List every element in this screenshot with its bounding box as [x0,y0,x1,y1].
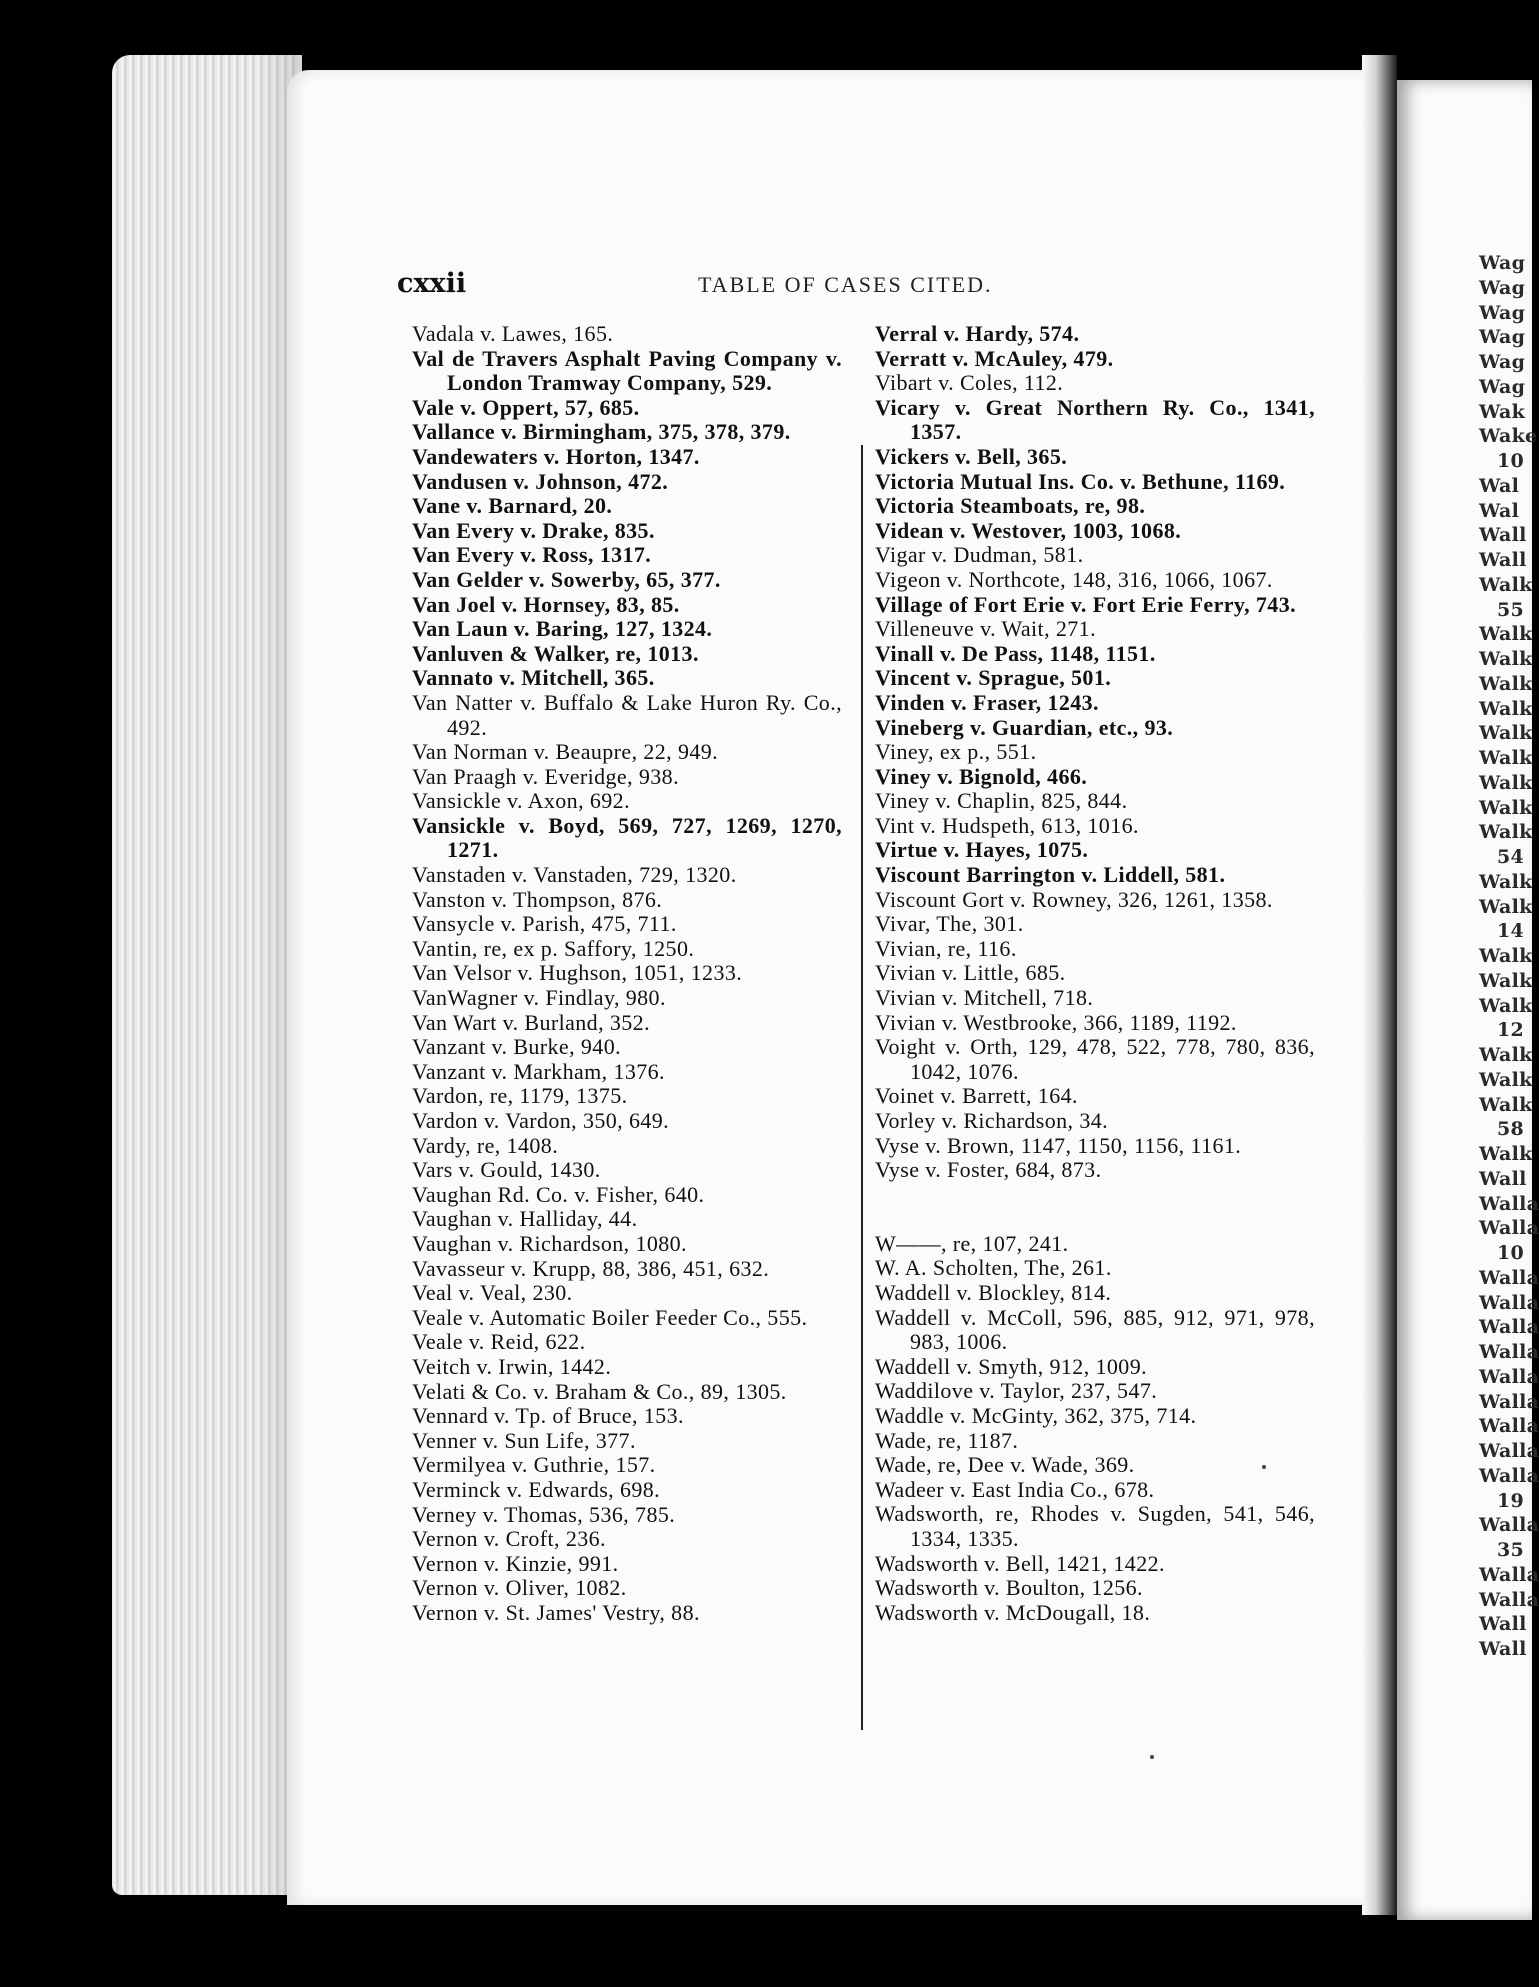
facing-page-fragment: 19 [1497,1489,1525,1512]
running-title: TABLE OF CASES CITED. [698,272,993,297]
case-entry: Veale v. Reid, 622. [412,1329,586,1355]
facing-page-fragment: Wag [1479,252,1526,274]
case-entry: Vickers v. Bell, 365. [875,443,1068,469]
case-entry: Wadsworth v. Boulton, 1256. [875,1575,1143,1601]
case-entry: Van Every v. Drake, 835. [412,517,655,543]
case-entry: Vennard v. Tp. of Bruce, 153. [412,1403,684,1429]
facing-page-fragment: Wall [1479,524,1527,547]
case-entry: Vyse v. Brown, 1147, 1150, 1156, 1161. [875,1132,1242,1158]
facing-page-fragment: Walk [1479,969,1533,992]
case-entry: Victoria Steamboats, re, 98. [875,493,1146,519]
case-entry: Vorley v. Richardson, 34. [875,1108,1109,1133]
case-entry: Victoria Mutual Ins. Co. v. Bethune, 1169. [875,468,1286,494]
case-entry: Vane v. Barnard, 20. [412,493,613,519]
case-entry: Waddell v. Smyth, 912, 1009. [875,1353,1147,1379]
case-entry: Vavasseur v. Krupp, 88, 386, 451, 632. [412,1255,770,1281]
case-entry: Wadeer v. East India Co., 678. [875,1476,1155,1502]
page-speck [1262,1465,1266,1469]
facing-page-fragment: Walk [1479,623,1533,646]
case-entry: Vantin, re, ex p. Saffory, 1250. [412,935,695,961]
case-entry: Van Every v. Ross, 1317. [412,542,652,568]
facing-page-fragment: 55 [1497,598,1525,621]
facing-page-fragment: Walk [1479,870,1533,893]
case-entry: Velati & Co. v. Braham & Co., 89, 1305. [412,1378,787,1404]
case-entry: Virtue v. Hayes, 1075. [875,837,1089,863]
case-entry: Vernon v. Kinzie, 991. [412,1550,619,1576]
facing-page-fragment: Walla [1479,1266,1539,1289]
facing-page-fragment: Walk [1479,994,1533,1017]
book-gutter [1362,55,1397,1915]
case-entry: Vinden v. Fraser, 1243. [875,689,1099,715]
facing-page-fragment: Walla [1479,1390,1539,1413]
facing-page [1397,80,1539,1920]
case-entry: Viney, ex p., 551. [875,739,1037,765]
facing-page-fragment: Wal [1479,499,1520,522]
case-entry: Viscount Gort v. Rowney, 326, 1261, 1358. [875,886,1273,912]
case-entry: Videan v. Westover, 1003, 1068. [875,517,1182,543]
case-entry: Vivian v. Little, 685. [875,960,1066,986]
case-entry: Vivian, re, 116. [875,935,1017,961]
case-entry: Vanstaden v. Vanstaden, 729, 1320. [412,862,737,888]
facing-page-fragment: Walk [1479,1093,1533,1116]
case-entry: Wade, re, Dee v. Wade, 369. [875,1452,1135,1478]
facing-page-fragment: Walk [1479,1068,1533,1091]
case-entry: Van Wart v. Burland, 352. [412,1009,650,1035]
facing-page-fragment: Wag [1479,301,1526,324]
facing-page-fragment: Wall [1479,1638,1527,1660]
facing-page-fragment: 35 [1497,1539,1525,1561]
page-speck [1150,1755,1154,1759]
facing-page-fragment: Wag [1479,326,1526,349]
facing-page-fragment: Wall [1479,1167,1527,1190]
case-entry: Vint v. Hudspeth, 613, 1016. [875,812,1139,838]
facing-page-fragment: Walla [1479,1415,1539,1438]
facing-page-fragment: Wal [1479,474,1520,497]
page-number: cxxii [397,268,467,299]
facing-page-fragment: Walla [1479,1291,1539,1314]
case-entry: Vanston v. Thompson, 876. [412,886,663,912]
case-entry: Vadala v. Lawes, 165. [412,321,614,346]
case-entry: Vaughan v. Richardson, 1080. [412,1230,687,1256]
column-divider [861,445,863,1730]
case-entry: W——, re, 107, 241. [875,1230,1069,1256]
case-entry: Vardon, re, 1179, 1375. [412,1083,628,1109]
case-entry: Waddle v. McGinty, 362, 375, 714. [875,1402,1197,1428]
facing-page-fragment: Walk [1479,747,1533,769]
case-entry: Venner v. Sun Life, 377. [412,1427,636,1453]
case-entry: Vanzant v. Markham, 1376. [412,1058,665,1084]
case-entry: W. A. Scholten, The, 261. [875,1255,1112,1281]
facing-page-fragment: Wag [1479,375,1526,398]
case-entry: Vannato v. Mitchell, 365. [412,665,655,691]
case-entry: Verratt v. McAuley, 479. [875,345,1114,371]
case-entry: Vansickle v. Boyd, 569, 727, 1269, 1270, 1271. [412,812,842,863]
facing-page-fragment: Walk [1479,672,1533,695]
case-entry: Viscount Barrington v. Liddell, 581. [875,862,1226,888]
case-entry: Val de Travers Asphalt Paving Company v. London Tramway Company, 529. [412,345,842,396]
facing-page-fragment: Walla [1479,1563,1539,1586]
facing-page-fragment: Walk [1479,722,1533,745]
left-column [412,322,842,1625]
page-header [0,268,1532,298]
case-entry: Wade, re, 1187. [875,1427,1019,1453]
facing-page-fragment: 10 [1497,450,1525,472]
facing-page-fragment: Wag [1479,276,1526,299]
case-entry: Voight v. Orth, 129, 478, 522, 778, 780, 836, 1042, 1076. [875,1034,1315,1084]
case-entry: Verminck v. Edwards, 698. [412,1476,661,1502]
case-entry: Wadsworth, re, Rhodes v. Sugden, 541, 546, 1334, 1335. [875,1501,1315,1551]
facing-page-fragment: Walla [1479,1514,1539,1537]
section-gap [875,1183,1315,1232]
facing-page-fragment: Walk [1479,895,1533,918]
facing-page-fragment: Walla [1479,1365,1539,1388]
facing-page-fragment: Walk [1479,771,1533,794]
facing-page-fragment: Walk [1479,1143,1533,1165]
case-entry: Van Gelder v. Sowerby, 65, 377. [412,566,721,592]
facing-page-fragment: 14 [1497,920,1525,943]
case-entry: Waddell v. Blockley, 814. [875,1279,1112,1305]
case-entry: Van Velsor v. Hughson, 1051, 1233. [412,960,743,986]
case-entry: Vaughan v. Halliday, 44. [412,1206,638,1232]
case-entry: Vale v. Oppert, 57, 685. [412,394,640,420]
case-entry: Verral v. Hardy, 574. [875,321,1080,346]
case-entry: Van Joel v. Hornsey, 83, 85. [412,591,680,617]
facing-page-fragment: Walla [1479,1192,1539,1215]
facing-page-fragment: Walla [1479,1217,1539,1240]
facing-page-fragment: Walla [1479,1464,1539,1487]
case-entry: Vaughan Rd. Co. v. Fisher, 640. [412,1181,705,1207]
facing-page-fragment: Walk [1479,796,1533,819]
case-entry: Vivian v. Westbrooke, 366, 1189, 1192. [875,1009,1237,1035]
case-entry: Vansickle v. Axon, 692. [412,788,630,814]
case-entry: Vernon v. Croft, 236. [412,1526,606,1552]
case-entry: Waddell v. McColl, 596, 885, 912, 971, 978, 983, 1006. [875,1304,1315,1355]
case-entry: Waddilove v. Taylor, 237, 547. [875,1378,1158,1404]
case-entry: Vernon v. Oliver, 1082. [412,1575,627,1601]
case-entry: Vardy, re, 1408. [412,1132,559,1158]
facing-page-fragment: Walk [1479,821,1533,844]
case-entry: Vars v. Gould, 1430. [412,1157,601,1183]
case-entry: Vandewaters v. Horton, 1347. [412,443,700,469]
case-entry: Vinall v. De Pass, 1148, 1151. [875,640,1156,666]
case-entry: Veitch v. Irwin, 1442. [412,1353,612,1379]
case-entry: Villeneuve v. Wait, 271. [875,616,1096,642]
case-entry: Vandusen v. Johnson, 472. [412,468,669,494]
case-entry: Village of Fort Erie v. Fort Erie Ferry, 743. [875,591,1296,617]
case-entry: Vernon v. St. James' Vestry, 88. [412,1599,700,1625]
case-entry: Vineberg v. Guardian, etc., 93. [875,714,1174,740]
facing-page-fragment: Walla [1479,1341,1539,1363]
case-entry: Verney v. Thomas, 536, 785. [412,1501,676,1527]
case-entry: Vanluven & Walker, re, 1013. [412,640,699,666]
case-entry: Vigar v. Dudman, 581. [875,542,1084,568]
case-entry: Viney v. Bignold, 466. [875,763,1088,789]
case-entry: Van Laun v. Baring, 127, 1324. [412,616,713,642]
case-entry: Veale v. Automatic Boiler Feeder Co., 555. [412,1304,808,1330]
facing-page-fragment: 10 [1497,1242,1525,1264]
case-entry: Veal v. Veal, 230. [412,1280,573,1306]
case-entry: VanWagner v. Findlay, 980. [412,985,666,1011]
case-entry: Van Norman v. Beaupre, 22, 949. [412,739,719,765]
case-entry: Vigeon v. Northcote, 148, 316, 1066, 1067. [875,566,1273,592]
case-entry: Wadsworth v. McDougall, 18. [875,1599,1151,1625]
case-entry: Vyse v. Foster, 684, 873. [875,1157,1102,1183]
case-entry: Voinet v. Barrett, 164. [875,1083,1078,1109]
case-entry: Vincent v. Sprague, 501. [875,665,1112,691]
case-entry: Vardon v. Vardon, 350, 649. [412,1108,670,1133]
case-entry: Vanzant v. Burke, 940. [412,1034,621,1060]
case-entry: Viney v. Chaplin, 825, 844. [875,788,1128,814]
case-entry: Vivar, The, 301. [875,911,1024,937]
case-entry: Van Natter v. Buffalo & Lake Huron Ry. Co., 492. [412,689,842,740]
facing-page-fragment: 54 [1497,846,1525,868]
case-entry: Vibart v. Coles, 112. [875,370,1064,396]
case-entry: Van Praagh v. Everidge, 938. [412,763,679,789]
facing-page-fragment: Walk [1479,573,1533,596]
facing-page-fragment: Wall [1479,1613,1527,1636]
facing-page-fragment: Walla [1479,1440,1539,1462]
facing-page-fragment: Walk [1479,648,1533,670]
facing-page-fragment: Wall [1479,549,1527,571]
right-column [875,322,1315,1625]
facing-page-fragment: Walla [1479,1588,1539,1611]
facing-page-fragment: Wag [1479,351,1526,373]
facing-page-fragment: Wak [1479,400,1526,423]
case-entry: Vermilyea v. Guthrie, 157. [412,1452,656,1478]
facing-page-fragment: Walk [1479,1044,1533,1066]
case-entry: Vicary v. Great Northern Ry. Co., 1341, 1357. [875,394,1315,445]
facing-page-fragment: 58 [1497,1118,1525,1141]
case-entry: Wadsworth v. Bell, 1421, 1422. [875,1550,1165,1576]
facing-page-fragment: Walla [1479,1316,1539,1339]
case-entry: Vansycle v. Parish, 475, 711. [412,911,677,937]
case-entry: Vivian v. Mitchell, 718. [875,985,1094,1011]
facing-page-fragment: Wake [1479,425,1538,448]
facing-page-fragment: Walk [1479,697,1533,720]
facing-page-fragment: Walk [1479,945,1533,967]
facing-page-fragment: 12 [1497,1019,1525,1042]
case-entry: Vallance v. Birmingham, 375, 378, 379. [412,419,791,445]
